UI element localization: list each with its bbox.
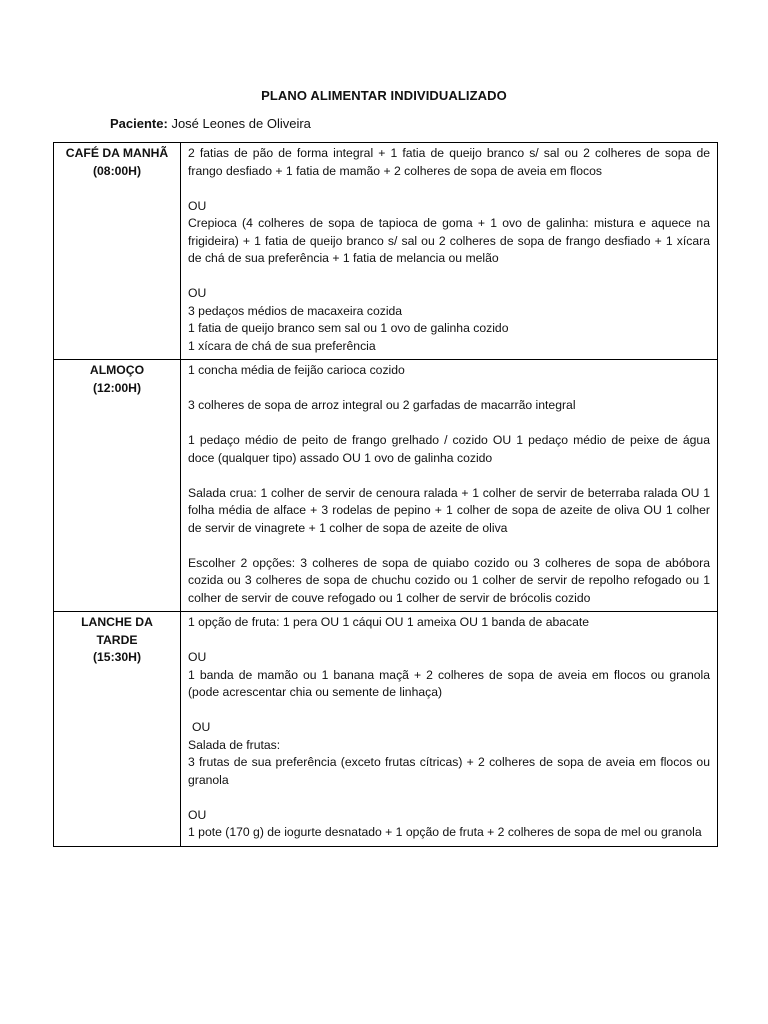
paragraph-gap (188, 632, 710, 650)
paragraph-gap (188, 467, 710, 485)
meal-name-cell (54, 360, 181, 612)
paragraph-gap (188, 180, 710, 198)
meal-item-text: Crepioca (4 colheres de sopa de tapioca de goma + 1 ovo de galinha: mistura e aquece na frigideira) + 1 fatia de queijo branco s/ sal ou 2 colheres de sopa de frango desfiado + 1 xícara de chá de sua preferência + 1 fatia de melancia ou melão (188, 216, 710, 265)
document-title: PLANO ALIMENTAR INDIVIDUALIZADO (261, 88, 507, 103)
patient-line (110, 116, 311, 131)
meal-time: (12:00H) (92, 380, 142, 395)
meal-time: (08:00H) (92, 163, 142, 178)
paragraph-gap (188, 380, 710, 398)
meal-item-text: 1 concha média de feijão carioca cozido (188, 363, 405, 377)
paragraph-gap (188, 268, 710, 286)
meal-content-cell (181, 612, 718, 847)
patient-label: Paciente: (110, 116, 168, 131)
meal-row-lunch (54, 360, 718, 612)
meal-item-text: 1 xícara de chá de sua preferência (188, 338, 376, 353)
meal-item-text: 1 pedaço médio de peito de frango grelhado / cozido OU 1 pedaço médio de peixe de água doce (qualquer tipo) assado OU 1 ovo de galinha cozido (188, 433, 710, 465)
meal-plan-table (53, 142, 718, 847)
meal-name-cont: TARDE (96, 632, 138, 647)
paragraph-gap (188, 537, 710, 555)
meal-item-text: OU (188, 807, 207, 822)
meal-item-text: 1 opção de fruta: 1 pera OU 1 cáqui OU 1 ameixa OU 1 banda de abacate (188, 615, 590, 629)
meal-item-text: 1 fatia de queijo branco sem sal ou 1 ovo de galinha cozido (188, 321, 509, 335)
paragraph-gap (188, 415, 710, 433)
meal-name: ALMOÇO (89, 363, 145, 377)
meal-item-text: 3 frutas de sua preferência (exceto frutas cítricas) + 2 colheres de sopa de aveia em flocos ou granola (188, 755, 710, 787)
meal-item-text: OU (192, 720, 211, 734)
meal-time: (15:30H) (92, 650, 142, 664)
meal-item-text: OU (188, 650, 207, 664)
meal-name: LANCHE DA (81, 615, 153, 629)
meal-name-cell (54, 612, 181, 847)
meal-name: CAFÉ DA MANHÃ (65, 146, 169, 160)
meal-content-cell (181, 360, 718, 612)
meal-row-afternoon-snack (54, 612, 718, 847)
meal-item-text: 3 colheres de sopa de arroz integral ou 2 garfadas de macarrão integral (188, 398, 576, 412)
paragraph-gap (188, 702, 710, 720)
meal-item-text: Salada crua: 1 colher de servir de cenoura ralada + 1 colher de servir de beterraba ralada OU 1 folha média de alface + 3 rodelas de pepino + 1 colher de sopa de azeite de oliva OU 1 colher de servir de vinagrete + 1 colher de sopa de azeite de oliva (188, 485, 710, 535)
meal-row-breakfast (54, 143, 718, 360)
meal-item-text: 3 pedaços médios de macaxeira cozida (188, 303, 403, 318)
meal-item-text: 1 banda de mamão ou 1 banana maçã + 2 colheres de sopa de aveia em flocos ou granola (pode acrescentar chia ou semente de linhaça) (188, 667, 710, 699)
meal-item-text: Salada de frutas: (188, 737, 281, 752)
meal-content-cell (181, 143, 718, 360)
meal-item-text: OU (188, 198, 207, 213)
meal-item-text: Escolher 2 opções: 3 colheres de sopa de quiabo cozido ou 3 colheres de sopa de abóbora cozida ou 3 colheres de sopa de chuchu cozido ou 1 colher de servir de repolho refogado ou 1 colher de servir de couve refogado ou 1 colher de servir de brócolis cozido (188, 555, 710, 605)
paragraph-gap (188, 789, 710, 807)
meal-item-text: 2 fatias de pão de forma integral + 1 fatia de queijo branco s/ sal ou 2 colheres de sopa de frango desfiado + 1 fatia de mamão + 2 colheres de sopa de aveia em flocos (188, 146, 710, 178)
meal-item-text: OU (188, 286, 207, 300)
meal-name-cell (54, 143, 181, 360)
patient-name: José Leones de Oliveira (171, 116, 311, 131)
meal-item-text: 1 pote (170 g) de iogurte desnatado + 1 opção de fruta + 2 colheres de sopa de mel ou granola (188, 825, 702, 839)
